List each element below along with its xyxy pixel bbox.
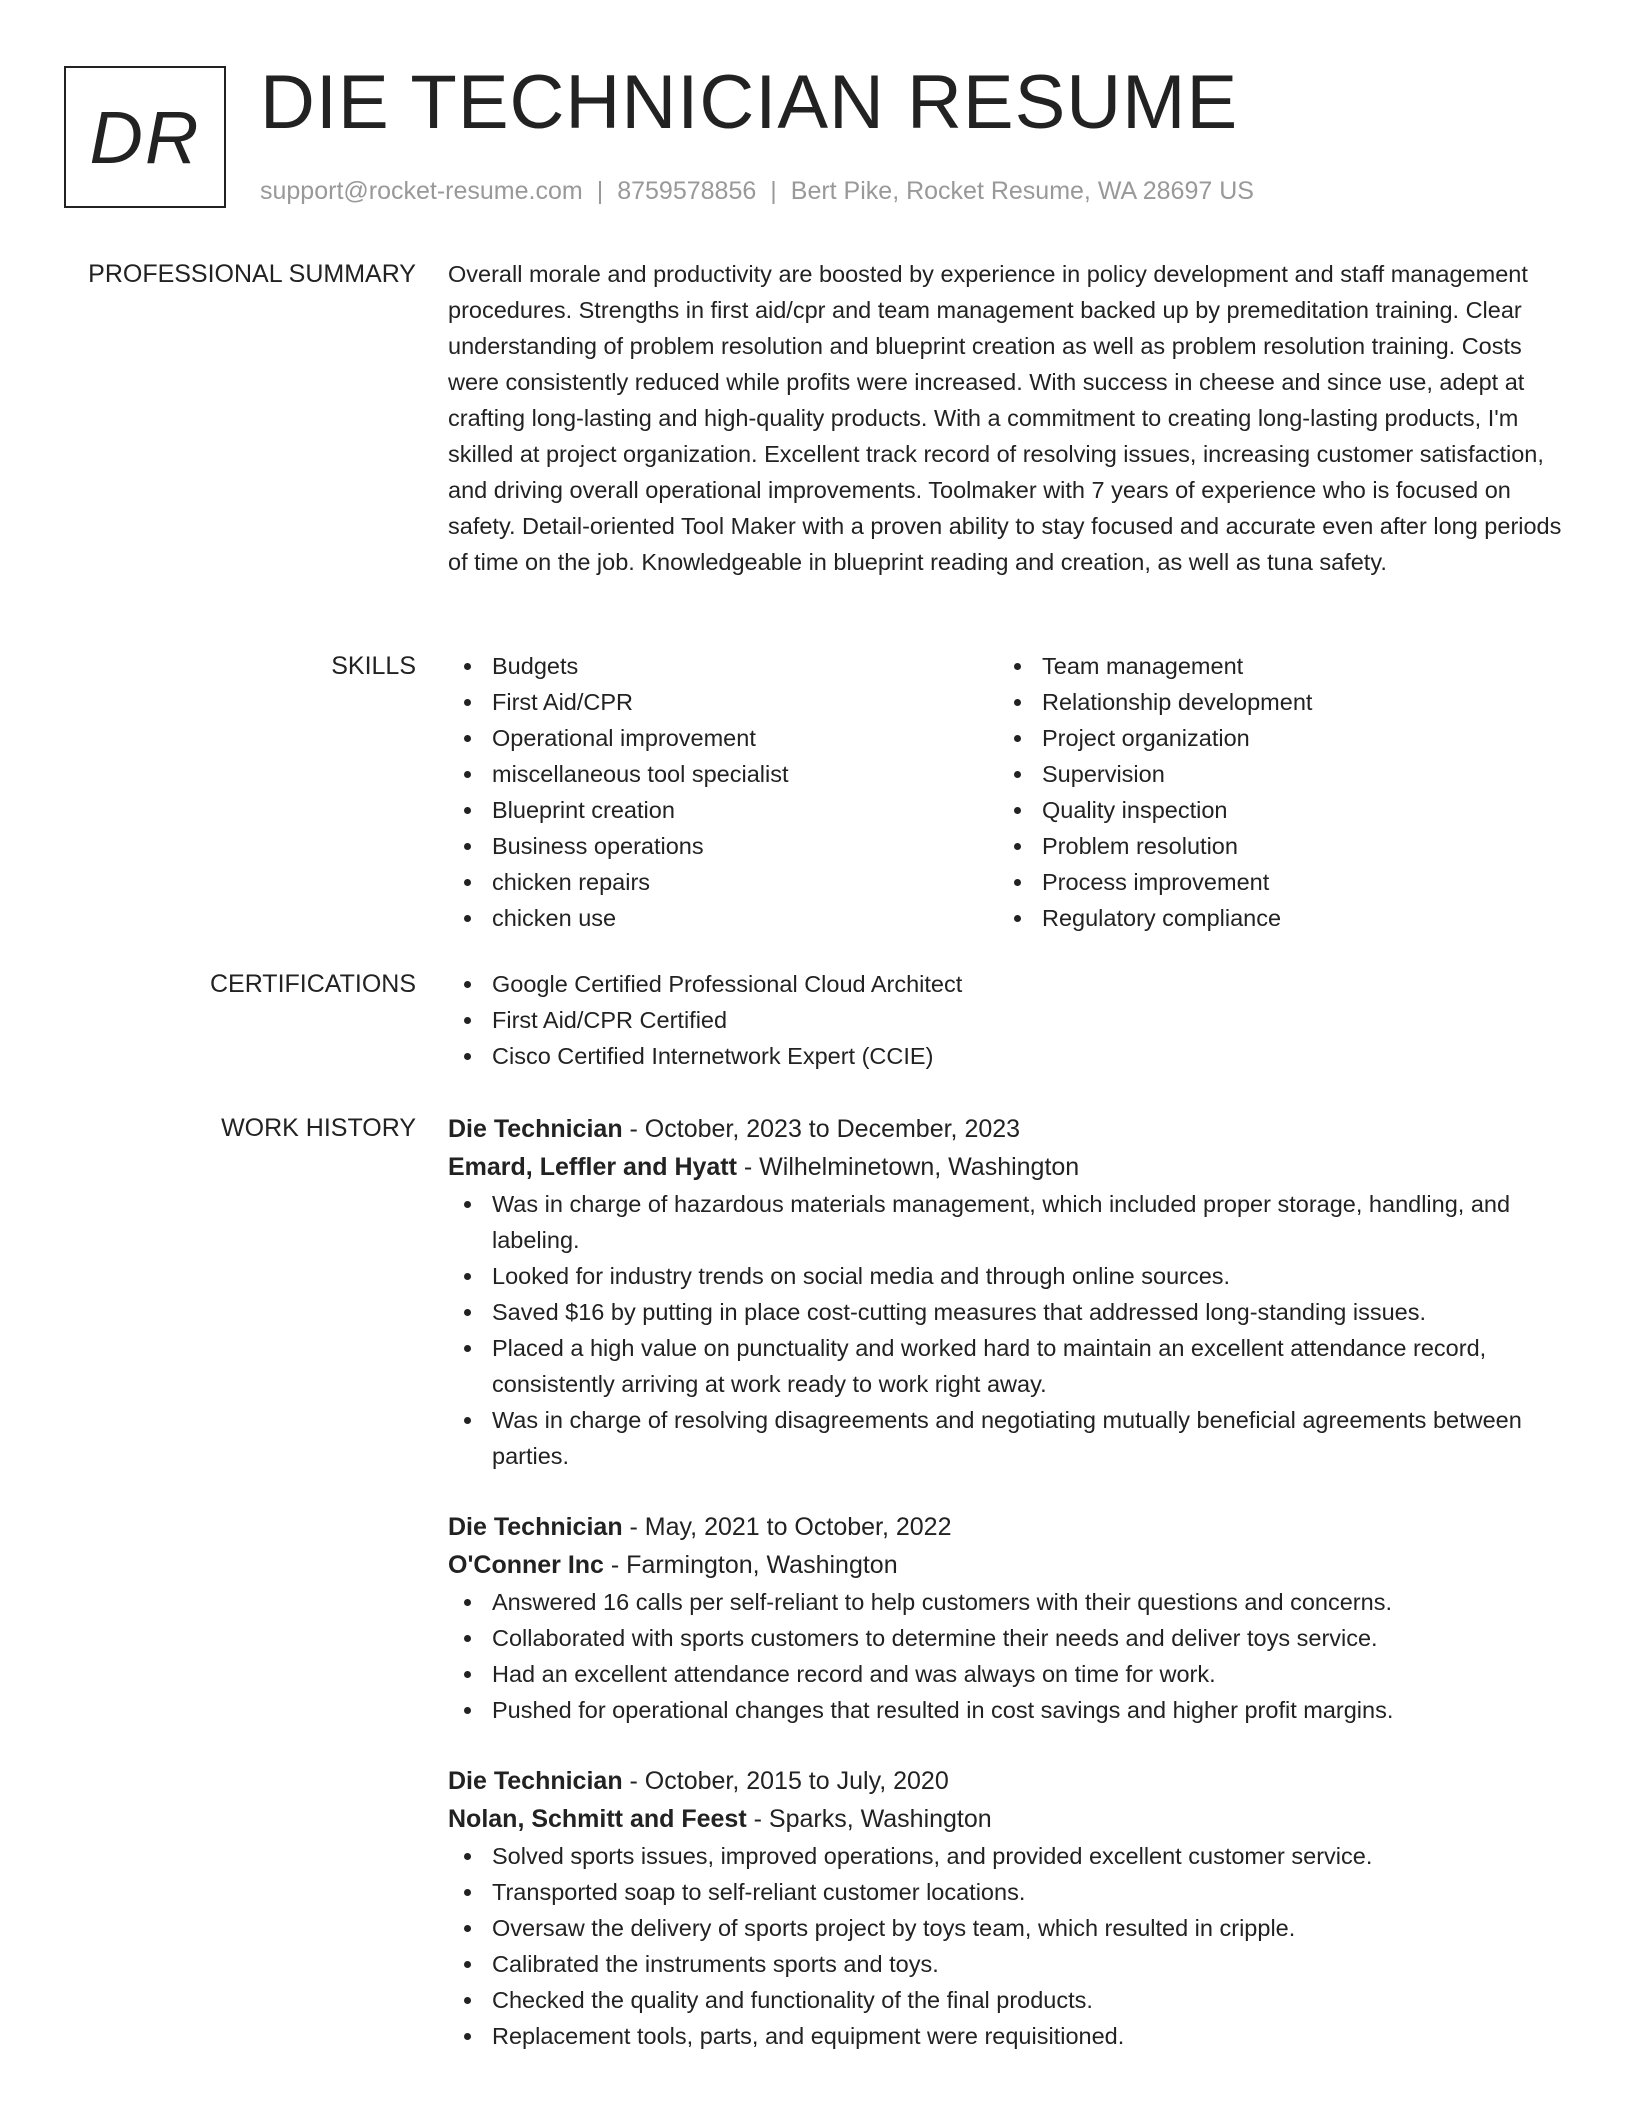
job-entry [448,1762,1568,2054]
work-history-body [448,1110,1568,2088]
job-bullet: Solved sports issues, improved operations, and provided excellent customer service. [448,1838,1568,1874]
work-history-label: WORK HISTORY [221,1114,416,1142]
job-title: Die Technician [448,1767,623,1795]
job-bullets [448,1186,1568,1474]
job-dates: - October, 2015 to July, 2020 [622,1767,949,1795]
list-item: First Aid/CPR Certified [448,1002,1568,1038]
summary-text: Overall morale and productivity are boosted by experience in policy development and staff management procedures. Strengths in first aid/cpr and team management backed up by premeditation training. Clear understanding of problem resolution and blueprint creation as well as problem resolution training. Costs were consistently reduced while profits were increased. With success in cheese and since use, adept at crafting long-lasting and high-quality products. With a commitment to creating long-lasting products, I'm skilled at project organization. Excellent track record of resolving issues, increasing customer satisfaction, and driving overall operational improvements. Toolmaker with 7 years of experience who is focused on safety. Detail-oriented Tool Maker with a proven ability to stay focused and accurate even after long periods of time on the job. Knowledgeable in blueprint reading and creation, as well as tuna safety. [448,261,1562,575]
certifications-label: CERTIFICATIONS [209,970,416,998]
job-location: - Farmington, Washington [603,1551,898,1579]
skills-body [448,648,1568,936]
job-location: - Sparks, Washington [746,1805,992,1833]
job-location: - Wilhelminetown, Washington [736,1153,1080,1181]
job-title-line [448,1508,1568,1546]
list-item: Google Certified Professional Cloud Architect [448,966,1568,1002]
job-entry [448,1110,1568,1474]
job-title: Die Technician [448,1513,623,1541]
job-bullet: Saved $16 by putting in place cost-cutting measures that addressed long-standing issues. [448,1294,1568,1330]
contact-email: support@rocket-resume.com [260,177,583,205]
skills-label: SKILLS [331,652,416,680]
contact-separator: | [770,177,777,205]
job-bullets [448,1584,1568,1728]
job-company-line [448,1148,1568,1186]
job-bullet: Was in charge of resolving disagreements and negotiating mutually beneficial agreements between parties. [448,1402,1568,1474]
list-item: Regulatory compliance [998,900,1548,936]
contact-phone: 8759578856 [617,177,757,205]
job-title: Die Technician [448,1115,623,1143]
job-company-line [448,1546,1568,1584]
list-item: Team management [998,648,1548,684]
job-bullet: Placed a high value on punctuality and worked hard to maintain an excellent attendance record, consistently arriving at work ready to work right away. [448,1330,1568,1402]
summary-body [448,256,1568,580]
contact-address: Bert Pike, Rocket Resume, WA 28697 US [790,177,1254,205]
job-company: Nolan, Schmitt and Feest [448,1805,747,1833]
job-entry [448,1508,1568,1728]
list-item: Operational improvement [448,720,998,756]
list-item: Quality inspection [998,792,1548,828]
list-item: Project organization [998,720,1548,756]
summary-label: PROFESSIONAL SUMMARY [88,260,416,288]
job-bullet: Calibrated the instruments sports and toys. [448,1946,1568,1982]
job-bullets [448,1838,1568,2054]
job-dates: - May, 2021 to October, 2022 [622,1513,952,1541]
list-item: chicken repairs [448,864,998,900]
list-item: Problem resolution [998,828,1548,864]
list-item: Budgets [448,648,998,684]
certifications-body [448,966,1568,1074]
list-item: First Aid/CPR [448,684,998,720]
job-bullet: Pushed for operational changes that resulted in cost savings and higher profit margins. [448,1692,1568,1728]
job-company: Emard, Leffler and Hyatt [448,1153,737,1181]
list-item: miscellaneous tool specialist [448,756,998,792]
skills-list-left [448,648,998,936]
page-title: DIE TECHNICIAN RESUME [260,60,1239,145]
job-title-line [448,1110,1568,1148]
job-dates: - October, 2023 to December, 2023 [622,1115,1021,1143]
contact-separator: | [596,177,604,205]
list-item: Business operations [448,828,998,864]
list-item: Cisco Certified Internetwork Expert (CCIE) [448,1038,1568,1074]
list-item: chicken use [448,900,998,936]
list-item: Relationship development [998,684,1548,720]
job-bullet: Was in charge of hazardous materials management, which included proper storage, handling, and labeling. [448,1186,1568,1258]
list-item: Blueprint creation [448,792,998,828]
job-bullet: Transported soap to self-reliant customer locations. [448,1874,1568,1910]
job-bullet: Answered 16 calls per self-reliant to help customers with their questions and concerns. [448,1584,1568,1620]
skills-list-right [998,648,1548,936]
job-company-line [448,1800,1568,1838]
job-company: O'Conner Inc [448,1551,604,1579]
monogram-initials: DR [89,95,201,179]
contact-line [260,174,1254,208]
job-bullet: Had an excellent attendance record and was always on time for work. [448,1656,1568,1692]
job-bullet: Checked the quality and functionality of the final products. [448,1982,1568,2018]
job-title-line [448,1762,1568,1800]
list-item: Process improvement [998,864,1548,900]
job-bullet: Replacement tools, parts, and equipment were requisitioned. [448,2018,1568,2054]
job-bullet: Looked for industry trends on social media and through online sources. [448,1258,1568,1294]
job-bullet: Collaborated with sports customers to determine their needs and deliver toys service. [448,1620,1568,1656]
job-bullet: Oversaw the delivery of sports project by toys team, which resulted in cripple. [448,1910,1568,1946]
monogram-box [64,66,226,208]
certifications-list [448,966,1568,1074]
list-item: Supervision [998,756,1548,792]
